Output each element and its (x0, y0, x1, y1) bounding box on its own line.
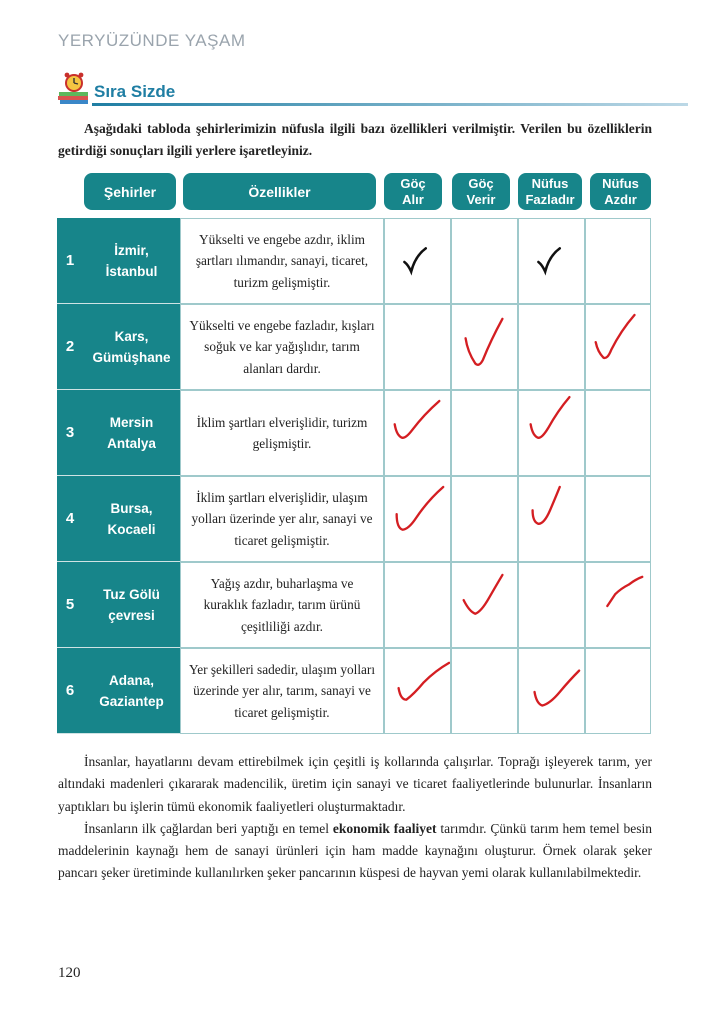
mark-goc-alir[interactable] (384, 218, 451, 304)
features-table (57, 218, 651, 732)
red-check-mark-icon (385, 649, 450, 733)
red-check-mark-icon (452, 305, 517, 389)
header-nufus-azdir-line1: Nüfus (602, 175, 639, 191)
table-row (57, 562, 651, 648)
mark-goc-alir[interactable] (384, 648, 451, 734)
header-nufus-fazladir-line2: Fazladır (525, 191, 575, 207)
instructions: Aşağıdaki tabloda şehirlerimizin nüfusla ilgili bazı özellikleri verilmiştir. Verilen bu özelliklerin getirdiği sonuçları ilgili yerlere işaretleyiniz. (58, 121, 652, 158)
mark-goc-alir[interactable] (384, 476, 451, 562)
red-check-mark-icon (519, 391, 584, 475)
mark-nufus-azdir[interactable] (585, 304, 651, 390)
row-feature: Yer şekilleri sadedir, ulaşım yolları üzerinde yer alır, tarım, sanayi ve ticaret gelişmiştir. (180, 648, 384, 734)
red-check-mark-icon (519, 649, 584, 733)
mark-goc-alir[interactable] (384, 390, 451, 476)
mark-goc-verir[interactable] (451, 390, 518, 476)
city-line: Adana, (108, 672, 154, 688)
mark-nufus-fazladir[interactable] (518, 390, 585, 476)
city-line: Antalya (107, 435, 156, 451)
header-nufus-fazladir (518, 173, 582, 210)
mark-goc-verir[interactable] (451, 304, 518, 390)
mark-nufus-fazladir[interactable] (518, 476, 585, 562)
mark-nufus-azdir[interactable] (585, 562, 651, 648)
row-number: 1 (57, 218, 83, 304)
page-number: 120 (58, 965, 81, 981)
row-number: 3 (57, 390, 83, 476)
red-check-mark-icon (385, 391, 450, 475)
paragraph (58, 818, 652, 885)
row-number: 4 (57, 476, 83, 562)
header-goc-verir (452, 173, 510, 210)
header-nufus-fazladir-line1: Nüfus (531, 175, 569, 191)
header-nufus-azdir (590, 173, 651, 210)
paragraph: İnsanlar, hayatlarını devam ettirebilmek için çeşitli iş kollarında çalışırlar. Toprağı işleyerek tarım, yer altındaki madenleri çıkararak madencilik, üretim için sanayi ve ticaret faaliyetlerinde bulunurlar. İnsanların yaptıkları bu işlerin tümü ekonomik faaliyetleri oluşturmaktadır. (58, 754, 652, 814)
mark-nufus-azdir[interactable] (585, 648, 651, 734)
mark-goc-verir[interactable] (451, 218, 518, 304)
mark-nufus-fazladir[interactable] (518, 562, 585, 648)
city-line: Kars, (114, 328, 149, 344)
table-row (57, 218, 651, 304)
row-number: 5 (57, 562, 83, 648)
row-feature: İklim şartları elverişlidir, ulaşım yolları üzerinde yer alır, sanayi ve ticaret gelişmiştir. (180, 476, 384, 562)
red-check-mark-icon (586, 305, 650, 389)
alarm-clock-books-icon (56, 72, 92, 106)
section-title: Sıra Sizde (94, 82, 176, 101)
mark-goc-verir[interactable] (451, 648, 518, 734)
table-row (57, 648, 651, 734)
table-row (57, 304, 651, 390)
check-mark-icon (385, 219, 450, 303)
city-line: Gümüşhane (92, 349, 171, 365)
paragraph-text: tarımdır. Çünkü tarım hem temel besin maddelerinin kaynağı hem de sanayi ürünleri için ham madde kaynağını oluşturur. Örnek olarak şeker pancarı şeker üretiminde kullanılırken şeker pancarının küspesi de hayvan yemi olarak kullanılabilmektedir. (58, 820, 652, 881)
running-head: YERYÜZÜNDE YAŞAM (58, 31, 246, 50)
header-goc-verir-line1: Göç (468, 175, 494, 191)
row-city (83, 476, 180, 562)
row-feature: Yükselti ve engebe azdır, iklim şartları ılımandır, sanayi, ticaret, turizm gelişmiştir. (180, 218, 384, 304)
row-feature: Yağış azdır, buharlaşma ve kuraklık fazladır, tarım ürünü çeşitliliği azdır. (180, 562, 384, 648)
paragraph-text: İnsanların ilk çağlardan beri yaptığı en temel (84, 820, 333, 836)
row-city (83, 304, 180, 390)
red-check-mark-icon (385, 477, 450, 561)
header-cities: Şehirler (84, 173, 176, 210)
mark-nufus-fazladir[interactable] (518, 218, 585, 304)
mark-goc-alir[interactable] (384, 304, 451, 390)
mark-nufus-azdir[interactable] (585, 218, 651, 304)
table-row (57, 390, 651, 476)
body-text (58, 751, 652, 885)
row-city (83, 390, 180, 476)
city-line: Gaziantep (99, 693, 164, 709)
city-line: Bursa, (110, 500, 153, 516)
row-number: 2 (57, 304, 83, 390)
city-line: çevresi (108, 607, 155, 623)
header-features: Özellikler (183, 173, 376, 210)
header-goc-alir (384, 173, 442, 210)
city-line: İstanbul (105, 263, 158, 279)
city-line: İzmir, (114, 242, 149, 258)
row-city (83, 648, 180, 734)
city-line: Tuz Gölü (103, 586, 160, 602)
section-underline (92, 103, 688, 106)
row-feature: İklim şartları elverişlidir, turizm gelişmiştir. (180, 390, 384, 476)
mark-nufus-fazladir[interactable] (518, 304, 585, 390)
mark-goc-verir[interactable] (451, 476, 518, 562)
row-feature: Yükselti ve engebe fazladır, kışları soğuk ve kar yağışlıdır, tarım alanları dardır. (180, 304, 384, 390)
check-mark-icon (519, 219, 584, 303)
red-check-mark-icon (452, 563, 517, 647)
city-line: Kocaeli (107, 521, 156, 537)
key-term: ekonomik faaliyet (332, 820, 437, 836)
mark-goc-alir[interactable] (384, 562, 451, 648)
row-number: 6 (57, 648, 83, 734)
row-city (83, 218, 180, 304)
city-line: Mersin (109, 414, 154, 430)
header-goc-alir-line1: Göç (400, 175, 426, 191)
section-header (56, 72, 656, 108)
row-city (83, 562, 180, 648)
red-check-mark-icon (586, 563, 650, 647)
header-goc-verir-line2: Verir (466, 191, 496, 207)
mark-nufus-azdir[interactable] (585, 390, 651, 476)
red-check-mark-icon (519, 477, 584, 561)
table-row (57, 476, 651, 562)
mark-nufus-fazladir[interactable] (518, 648, 585, 734)
mark-nufus-azdir[interactable] (585, 476, 651, 562)
header-nufus-azdir-line2: Azdır (604, 191, 637, 207)
mark-goc-verir[interactable] (451, 562, 518, 648)
header-goc-alir-line2: Alır (402, 191, 424, 207)
